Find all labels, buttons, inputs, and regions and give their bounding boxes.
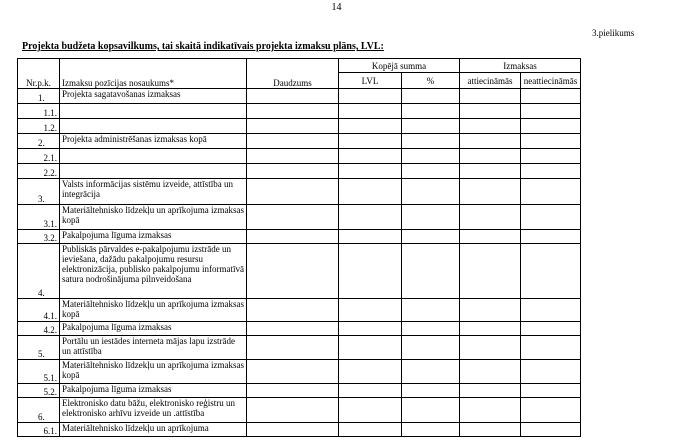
header-percent: %	[402, 73, 460, 89]
table-row	[18, 322, 581, 336]
row-cost-item	[60, 119, 247, 134]
cell-percent	[402, 423, 460, 437]
cell-eligible	[460, 179, 521, 205]
cell-percent	[402, 104, 460, 119]
row-cost-item: Elektronisko datu bāžu, elektronisko reģistru un elektronisko arhīvu izveide un .attīstība	[60, 398, 247, 423]
header-quantity: Daudzums	[247, 59, 339, 89]
cell-quantity	[247, 336, 339, 360]
header-nr: Nr.p.k.	[18, 59, 60, 89]
cell-lvl	[339, 205, 402, 230]
cell-ineligible	[521, 149, 581, 164]
table-row	[18, 104, 581, 119]
cell-ineligible	[521, 179, 581, 205]
cell-ineligible	[521, 164, 581, 179]
cell-lvl	[339, 149, 402, 164]
cell-percent	[402, 179, 460, 205]
cell-lvl	[339, 134, 402, 149]
row-cost-item: Pakalpojuma līguma izmaksas	[60, 230, 247, 244]
cell-eligible	[460, 119, 521, 134]
header-ineligible: neattiecināmās	[521, 73, 581, 89]
cell-ineligible	[521, 205, 581, 230]
cell-ineligible	[521, 360, 581, 384]
row-cost-item: Projekta sagatavošanas izmaksas	[60, 89, 247, 104]
cell-quantity	[247, 423, 339, 437]
cell-ineligible	[521, 322, 581, 336]
document-title: Projekta budžeta kopsavilkums, tai skaitā indikatīvais projekta izmaksu plāns, LVL:	[22, 41, 384, 52]
header-lvl: LVL	[339, 73, 402, 89]
cell-quantity	[247, 322, 339, 336]
row-number: 6.1.	[18, 423, 60, 437]
row-number: 3.2.	[18, 230, 60, 244]
row-cost-item: Valsts informācijas sistēmu izveide, attīstība un integrācija	[60, 179, 247, 205]
header-total-amount: Kopējā summa	[339, 59, 460, 73]
cell-quantity	[247, 119, 339, 134]
cell-quantity	[247, 149, 339, 164]
cell-lvl	[339, 384, 402, 398]
row-number: 2.2.	[18, 164, 60, 179]
cell-lvl	[339, 119, 402, 134]
cell-eligible	[460, 134, 521, 149]
cell-ineligible	[521, 299, 581, 322]
cell-lvl	[339, 244, 402, 299]
cell-lvl	[339, 398, 402, 423]
header-costs: Izmaksas	[460, 59, 581, 73]
table-row	[18, 384, 581, 398]
row-cost-item: Materiāltehnisko līdzekļu un aprīkojuma	[60, 423, 247, 437]
table-row	[18, 360, 581, 384]
cell-eligible	[460, 423, 521, 437]
cell-eligible	[460, 149, 521, 164]
cell-eligible	[460, 89, 521, 104]
cell-quantity	[247, 134, 339, 149]
cell-percent	[402, 134, 460, 149]
cell-quantity	[247, 179, 339, 205]
cell-percent	[402, 244, 460, 299]
cell-eligible	[460, 398, 521, 423]
cell-ineligible	[521, 89, 581, 104]
cell-lvl	[339, 89, 402, 104]
cell-lvl	[339, 322, 402, 336]
row-cost-item: Portālu un iestādes interneta mājas lapu izstrāde un attīstība	[60, 336, 247, 360]
cell-percent	[402, 164, 460, 179]
cell-eligible	[460, 104, 521, 119]
cell-eligible	[460, 360, 521, 384]
row-cost-item	[60, 149, 247, 164]
header-cost-item-name: Izmaksu pozīcijas nosaukums*	[60, 59, 247, 89]
budget-summary-table	[17, 58, 581, 437]
cell-eligible	[460, 164, 521, 179]
annex-label: 3.pielikums	[592, 28, 635, 38]
table-row	[18, 336, 581, 360]
cell-lvl	[339, 423, 402, 437]
cell-quantity	[247, 244, 339, 299]
cell-percent	[402, 322, 460, 336]
row-number: 4.2.	[18, 322, 60, 336]
cell-lvl	[339, 230, 402, 244]
cell-quantity	[247, 89, 339, 104]
header-eligible: attiecināmās	[460, 73, 521, 89]
row-number: 3.1.	[18, 205, 60, 230]
table-row	[18, 179, 581, 205]
cell-quantity	[247, 384, 339, 398]
cell-percent	[402, 384, 460, 398]
row-cost-item: Publiskās pārvaldes e-pakalpojumu izstrāde un ieviešana, dažādu pakalpojumu resursu elektronizācija, publisko pakalpojumu informatīvā satura nodrošinājuma pilnveidošana	[60, 244, 247, 299]
cell-lvl	[339, 179, 402, 205]
row-number: 6.	[18, 398, 60, 423]
row-cost-item: Materiāltehnisko līdzekļu un aprīkojuma izmaksas kopā	[60, 205, 247, 230]
cell-percent	[402, 299, 460, 322]
cell-ineligible	[521, 119, 581, 134]
cell-quantity	[247, 104, 339, 119]
row-cost-item: Materiāltehnisko līdzekļu un aprīkojuma izmaksas kopā	[60, 299, 247, 322]
table-row	[18, 230, 581, 244]
cell-percent	[402, 149, 460, 164]
row-number: 2.	[18, 134, 60, 149]
cell-quantity	[247, 230, 339, 244]
cell-quantity	[247, 164, 339, 179]
table-row	[18, 119, 581, 134]
cell-percent	[402, 336, 460, 360]
cell-eligible	[460, 244, 521, 299]
cell-eligible	[460, 205, 521, 230]
cell-ineligible	[521, 244, 581, 299]
row-number: 1.	[18, 89, 60, 104]
cell-quantity	[247, 398, 339, 423]
row-number: 3.	[18, 179, 60, 205]
cell-lvl	[339, 360, 402, 384]
row-cost-item: Projekta administrēšanas izmaksas kopā	[60, 134, 247, 149]
cell-percent	[402, 205, 460, 230]
table-row	[18, 398, 581, 423]
cell-percent	[402, 230, 460, 244]
page-number: 14	[331, 2, 342, 13]
table-row	[18, 205, 581, 230]
row-number: 1.2.	[18, 119, 60, 134]
table-row	[18, 423, 581, 437]
table-row	[18, 164, 581, 179]
row-number: 5.2.	[18, 384, 60, 398]
row-number: 5.1.	[18, 360, 60, 384]
cell-quantity	[247, 299, 339, 322]
cell-percent	[402, 89, 460, 104]
cell-lvl	[339, 336, 402, 360]
row-number: 4.1.	[18, 299, 60, 322]
row-cost-item	[60, 164, 247, 179]
cell-ineligible	[521, 104, 581, 119]
cell-percent	[402, 398, 460, 423]
cell-eligible	[460, 322, 521, 336]
row-number: 5.	[18, 336, 60, 360]
row-number: 1.1.	[18, 104, 60, 119]
row-number: 2.1.	[18, 149, 60, 164]
cell-lvl	[339, 299, 402, 322]
cell-quantity	[247, 360, 339, 384]
row-number: 4.	[18, 244, 60, 299]
row-cost-item: Materiāltehnisko līdzekļu un aprīkojuma izmaksas kopā	[60, 360, 247, 384]
row-cost-item: Pakalpojuma līguma izmaksas	[60, 322, 247, 336]
table-row	[18, 89, 581, 104]
cell-ineligible	[521, 423, 581, 437]
cell-lvl	[339, 104, 402, 119]
row-cost-item: Pakalpojuma līguma izmaksas	[60, 384, 247, 398]
table-row	[18, 149, 581, 164]
cell-ineligible	[521, 134, 581, 149]
row-cost-item	[60, 104, 247, 119]
cell-eligible	[460, 336, 521, 360]
cell-percent	[402, 119, 460, 134]
cell-eligible	[460, 230, 521, 244]
cell-percent	[402, 360, 460, 384]
cell-eligible	[460, 384, 521, 398]
cell-eligible	[460, 299, 521, 322]
table-row	[18, 244, 581, 299]
cell-quantity	[247, 205, 339, 230]
cell-lvl	[339, 164, 402, 179]
table-row	[18, 134, 581, 149]
table-row	[18, 299, 581, 322]
cell-ineligible	[521, 384, 581, 398]
cell-ineligible	[521, 336, 581, 360]
cell-ineligible	[521, 230, 581, 244]
cell-ineligible	[521, 398, 581, 423]
